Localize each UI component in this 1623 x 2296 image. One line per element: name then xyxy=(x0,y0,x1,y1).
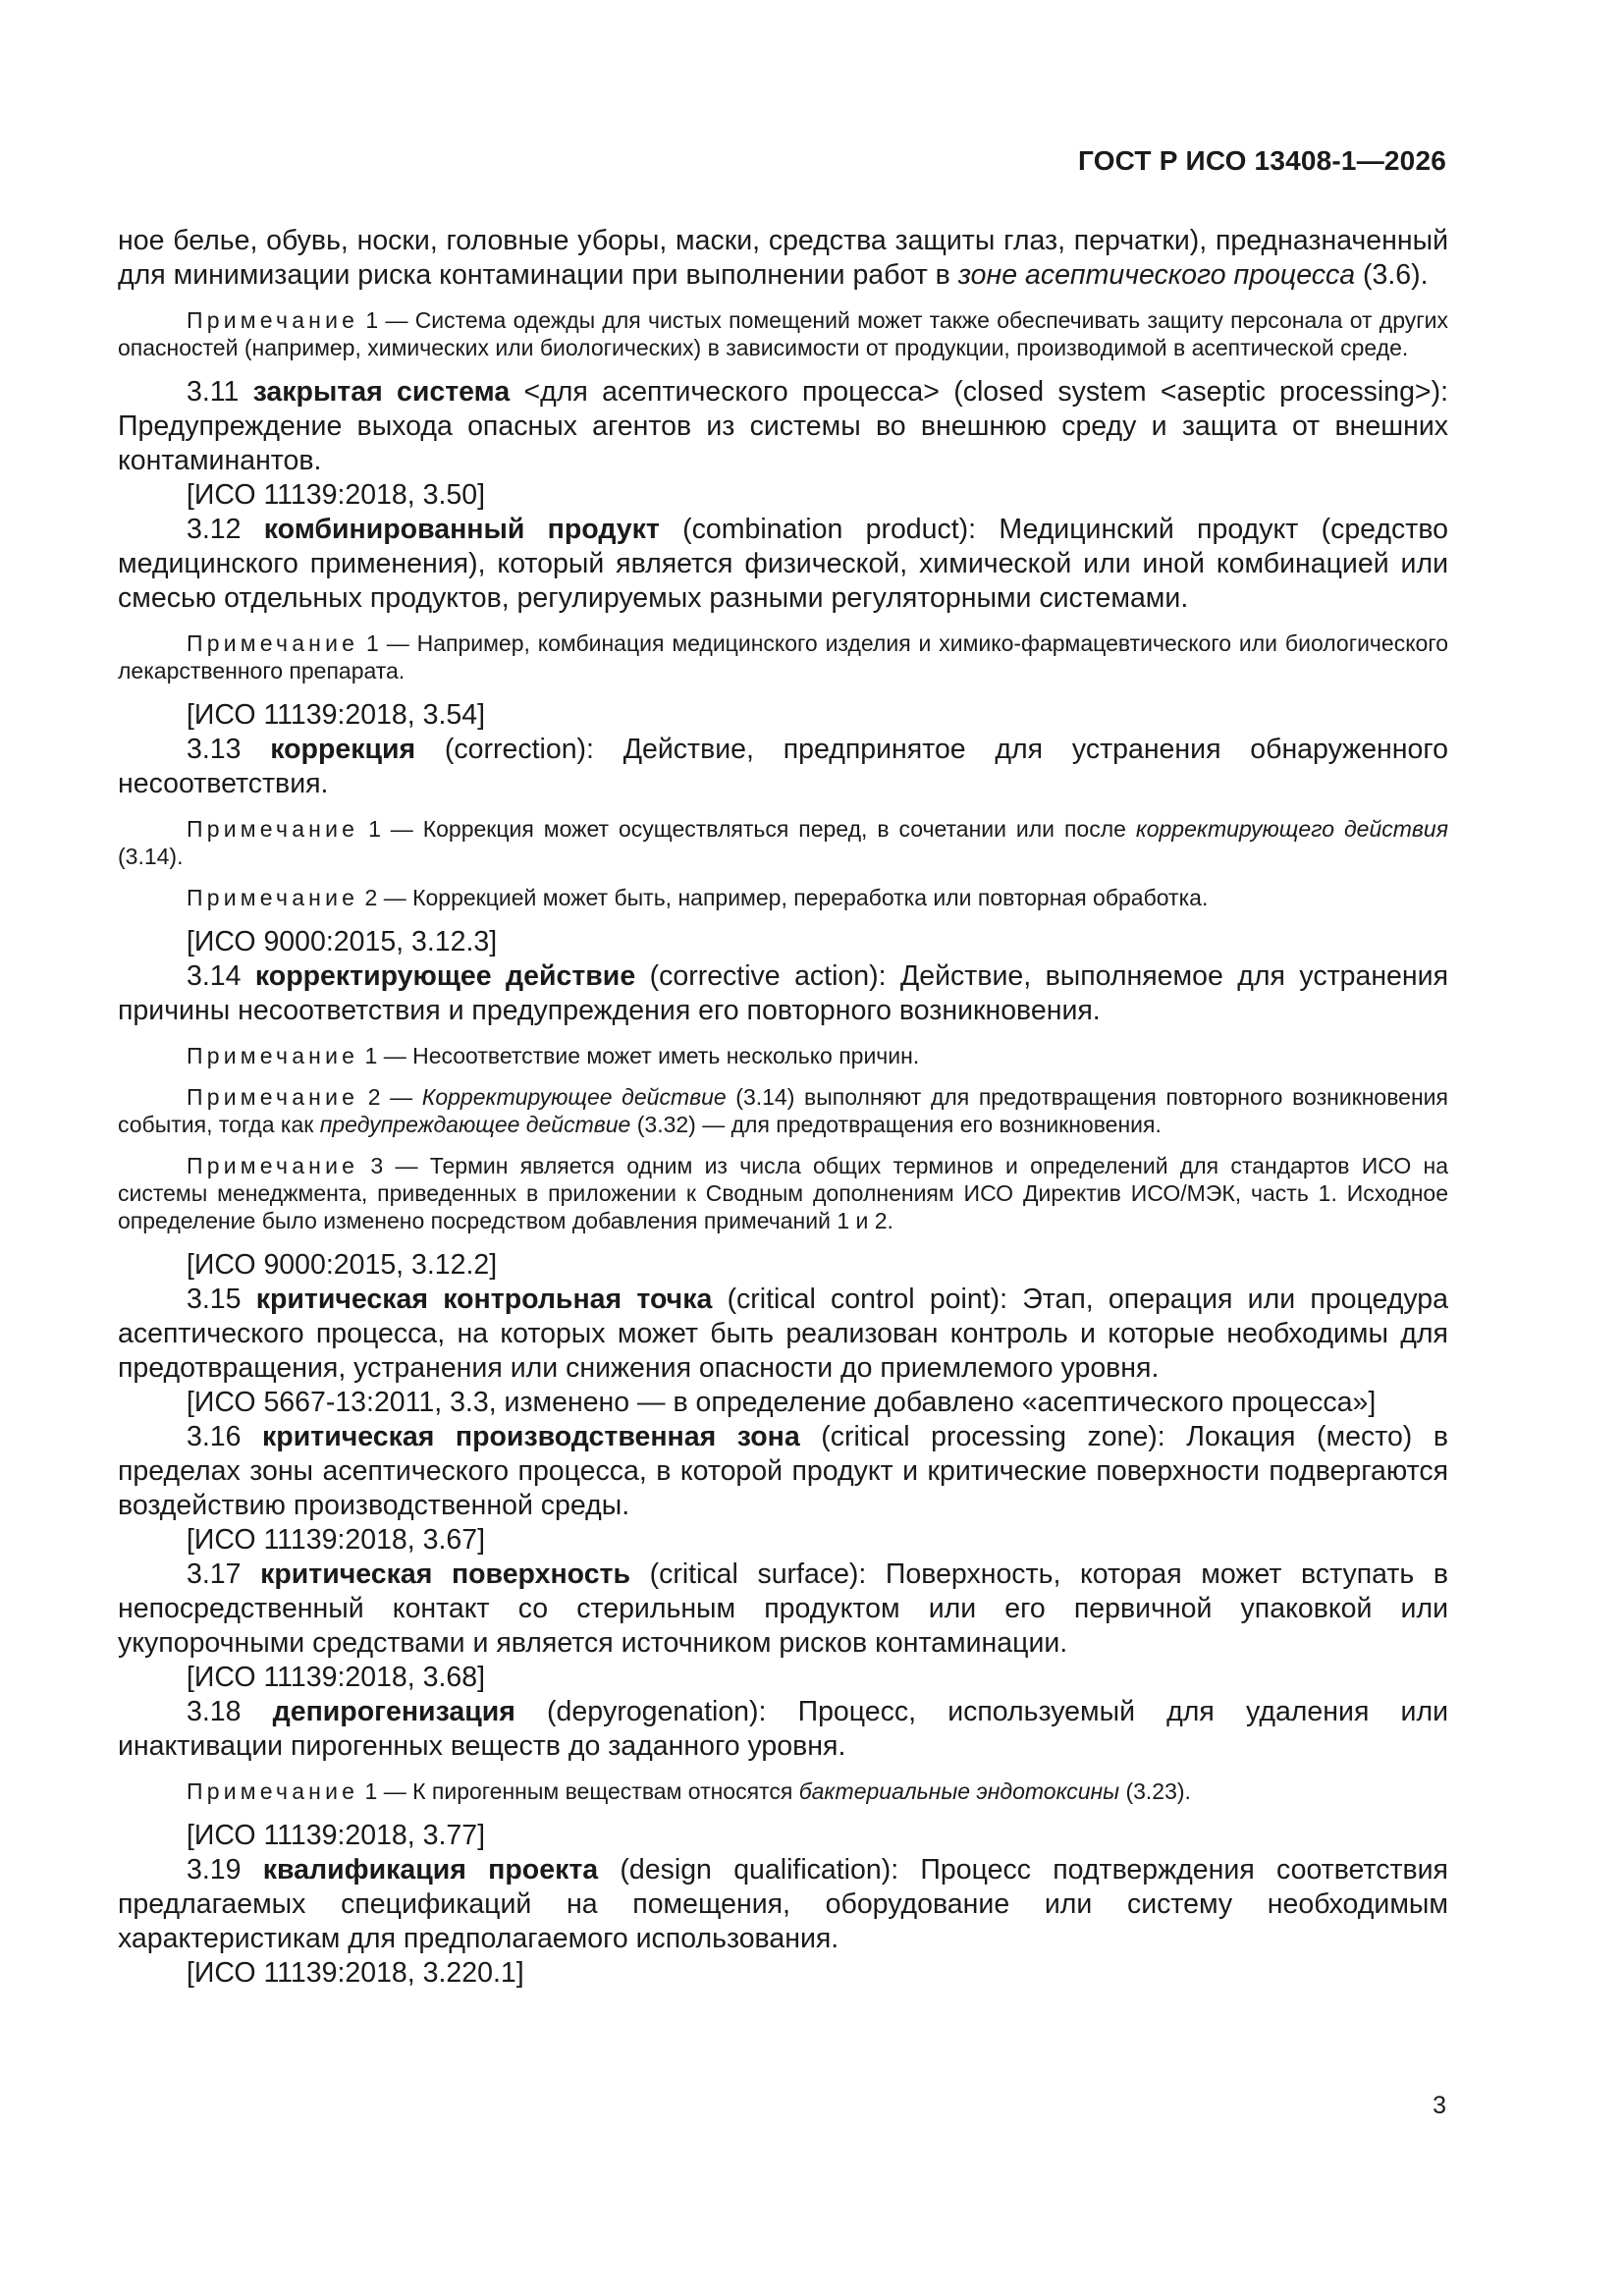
reference-line xyxy=(118,1386,1448,1420)
text-run: [ИСО 11139:2018, 3.54] xyxy=(187,699,486,731)
text-run: 1 — Система одежды для чистых помещений может также обеспечивать защиту персонала от других опасностей (например, химических или биологических) в зависимости от продукции, производимой в асептической среде. xyxy=(118,307,1448,360)
text-run: (depyrogenation): Процесс, используемый для удаления или инактивации пирогенных веществ до заданного уровня. xyxy=(118,1696,1448,1762)
body-paragraph xyxy=(118,1283,1448,1386)
body-paragraph xyxy=(118,1420,1448,1523)
text-run: (critical processing zone): Локация (место) в пределах зоны асептического процесса, в которой продукт и критические поверхности подвергаются воздействию производственной среды. xyxy=(118,1421,1448,1521)
cross-reference-term: предупреждающее действие xyxy=(319,1112,631,1137)
reference-line xyxy=(118,1819,1448,1853)
term-name: закрытая система xyxy=(252,376,511,408)
body-paragraph xyxy=(118,1695,1448,1764)
term-name: коррекция xyxy=(270,734,416,765)
text-run: 1 — Например, комбинация медицинского изделия и химико-фармацевтического или биологического лекарственного препарата. xyxy=(118,630,1448,683)
body-paragraph xyxy=(118,513,1448,616)
document-header: ГОСТ Р ИСО 13408-1—2026 xyxy=(1078,145,1446,176)
cross-reference-term: корректирующего действия xyxy=(1135,816,1448,842)
note-label: Примечание xyxy=(187,1778,359,1804)
text-run: [ИСО 9000:2015, 3.12.2] xyxy=(187,1249,498,1281)
note-label: Примечание xyxy=(187,307,359,333)
note-paragraph xyxy=(118,1083,1448,1138)
text-run: [ИСО 11139:2018, 3.67] xyxy=(187,1524,486,1556)
text-run: (combination product): Медицинский продукт (средство медицинского применения), который является физической, химической или иной комбинацией или смесью отдельных продуктов, регулируемых разными регуляторными системами. xyxy=(118,514,1449,614)
body-paragraph xyxy=(118,224,1448,293)
text-run: (3.6). xyxy=(1355,259,1429,291)
reference-line xyxy=(118,478,1448,513)
text-run: (critical control point): Этап, операция или процедура асептического процесса, на которых может быть реализован контроль и которые необходимы для предотвращения, устранения или снижения опасности до приемлемого уровня. xyxy=(118,1284,1449,1384)
cross-reference-term: зоне асептического процесса xyxy=(957,259,1356,291)
text-run: <для асептического процесса> (closed system <aseptic processing>): Предупреждение выхода опасных агентов из системы во внешнюю среду и защита от внешних контаминантов. xyxy=(118,376,1448,476)
text-run: (critical surface): Поверхность, которая может вступать в непосредственный контакт со стерильным продуктом или его первичной упаковкой или укупорочными средствами и является источником рисков контаминации. xyxy=(118,1558,1448,1659)
body-paragraph xyxy=(118,375,1448,478)
reference-line xyxy=(118,1523,1448,1558)
text-run: [ИСО 5667-13:2011, 3.3, изменено — в определение добавлено «асептического процесса»] xyxy=(187,1387,1377,1418)
note-label: Примечание xyxy=(187,1153,359,1178)
body-paragraph xyxy=(118,733,1448,801)
text-run: (3.32) — для предотвращения его возникновения. xyxy=(630,1112,1162,1137)
cross-reference-term: бактериальные эндотоксины xyxy=(798,1778,1120,1804)
text-run: 3.17 xyxy=(187,1558,261,1590)
text-run: 2 — Коррекцией может быть, например, переработка или повторная обработка. xyxy=(358,885,1209,910)
body-paragraph xyxy=(118,959,1448,1028)
text-run: 3.11 xyxy=(187,376,253,408)
note-label: Примечание xyxy=(187,1084,359,1110)
text-run: [ИСО 11139:2018, 3.220.1] xyxy=(187,1957,524,1989)
term-name: критическая поверхность xyxy=(260,1558,631,1590)
text-run: (corrective action): Действие, выполняемое для устранения причины несоответствия и предупреждения его повторного возникновения. xyxy=(118,960,1449,1026)
text-run: [ИСО 9000:2015, 3.12.3] xyxy=(187,926,498,957)
note-paragraph xyxy=(118,1042,1448,1069)
body-paragraph xyxy=(118,1853,1448,1956)
term-name: квалификация проекта xyxy=(262,1854,599,1886)
text-run: (3.23). xyxy=(1119,1778,1191,1804)
text-run: [ИСО 11139:2018, 3.50] xyxy=(187,479,486,511)
text-run: 3.16 xyxy=(187,1421,263,1452)
reference-line xyxy=(118,1248,1448,1283)
term-name: корректирующее действие xyxy=(254,960,636,992)
page-number: 3 xyxy=(1433,2092,1446,2119)
reference-line xyxy=(118,925,1448,959)
term-name: критическая контрольная точка xyxy=(255,1284,713,1315)
text-run: 3.12 xyxy=(187,514,264,545)
document-body xyxy=(118,224,1448,1991)
text-run: 3.19 xyxy=(187,1854,263,1886)
note-paragraph xyxy=(118,306,1448,361)
text-run: 3.13 xyxy=(187,734,271,765)
note-paragraph xyxy=(118,815,1448,870)
text-run: ное белье, обувь, носки, головные уборы, маски, средства защиты глаз, перчатки), предназначенный для минимизации риска контаминации при выполнении работ в xyxy=(118,225,1448,291)
text-run: 1 — Коррекция может осуществляться перед, в сочетании или после xyxy=(358,816,1136,842)
reference-line xyxy=(118,1956,1448,1991)
note-label: Примечание xyxy=(187,1043,359,1068)
note-paragraph xyxy=(118,884,1448,911)
note-paragraph xyxy=(118,1777,1448,1805)
text-run: 3.15 xyxy=(187,1284,256,1315)
term-name: депирогенизация xyxy=(272,1696,515,1727)
note-label: Примечание xyxy=(187,885,359,910)
cross-reference-term: Корректирующее действие xyxy=(421,1084,727,1110)
note-paragraph xyxy=(118,1152,1448,1234)
text-run: (3.14) выполняют для предотвращения повторного возникновения события, тогда как xyxy=(118,1084,1448,1137)
text-run: (3.14). xyxy=(118,844,184,869)
text-run: (design qualification): Процесс подтверждения соответствия предлагаемых спецификаций на помещения, оборудование или систему необходимым характеристикам для предполагаемого использования. xyxy=(118,1854,1448,1954)
note-label: Примечание xyxy=(187,630,359,656)
reference-line xyxy=(118,698,1448,733)
reference-line xyxy=(118,1661,1448,1695)
text-run: 1 — К пирогенным веществам относятся xyxy=(358,1778,799,1804)
text-run: (correction): Действие, предпринятое для устранения обнаруженного несоответствия. xyxy=(118,734,1448,799)
text-run: [ИСО 11139:2018, 3.68] xyxy=(187,1662,486,1693)
note-paragraph xyxy=(118,629,1448,684)
text-run: [ИСО 11139:2018, 3.77] xyxy=(187,1820,486,1851)
body-paragraph xyxy=(118,1558,1448,1661)
text-run: 2 — xyxy=(358,1084,422,1110)
term-name: комбинированный продукт xyxy=(263,514,660,545)
text-run: 1 — Несоответствие может иметь несколько причин. xyxy=(358,1043,920,1068)
term-name: критическая производственная зона xyxy=(262,1421,800,1452)
note-label: Примечание xyxy=(187,816,359,842)
text-run: 3.14 xyxy=(187,960,255,992)
text-run: 3 — Термин является одним из числа общих терминов и определений для стандартов ИСО на системы менеджмента, приведенных в приложении к Сводным дополнениям ИСО Директив ИСО/МЭК, часть 1. Исходное определение было изменено посредством добавления примечаний 1 и 2. xyxy=(118,1153,1448,1233)
text-run: 3.18 xyxy=(187,1696,273,1727)
